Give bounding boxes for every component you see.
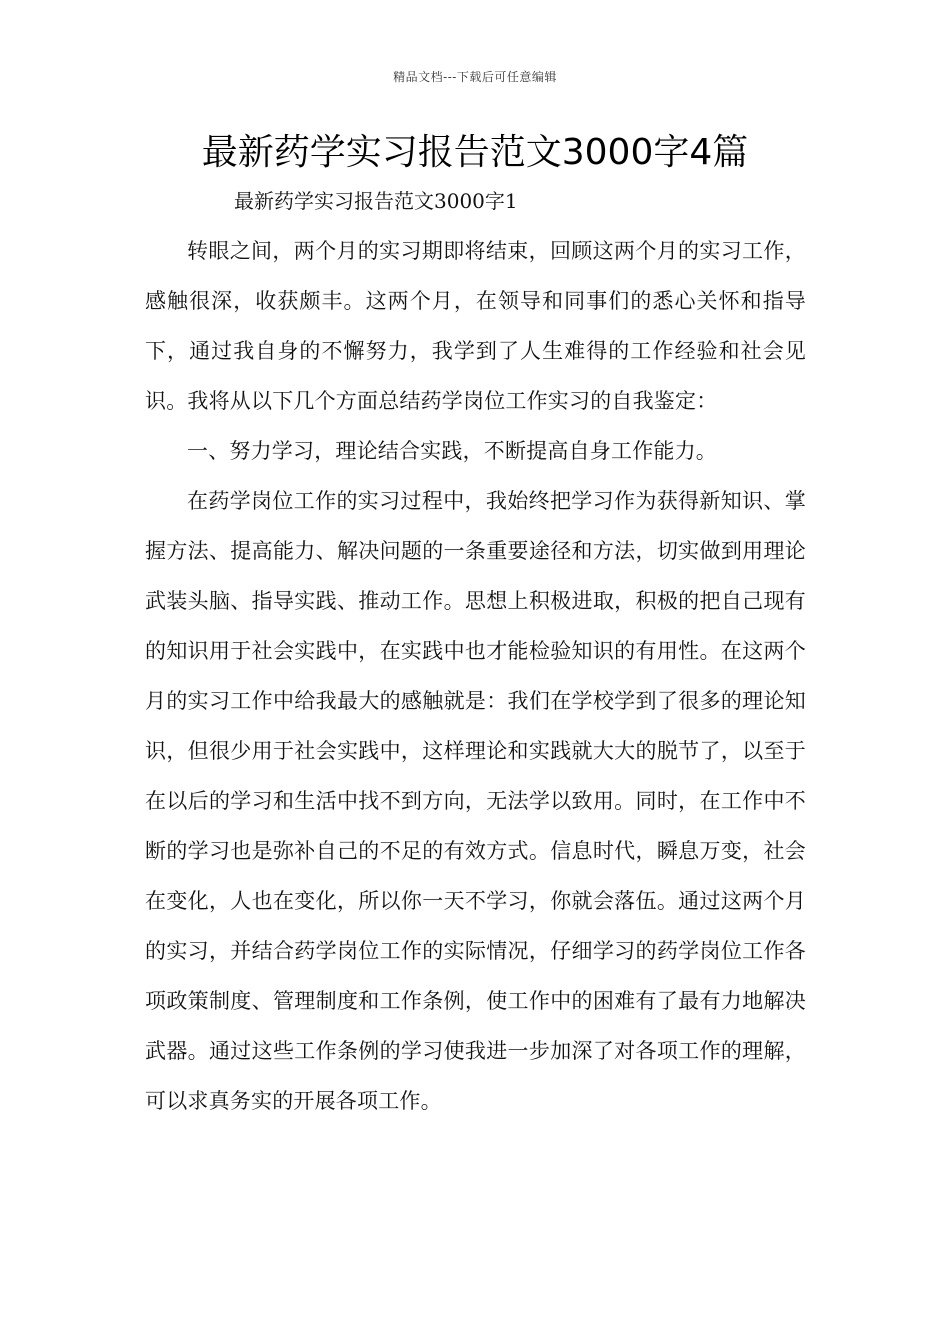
- section-subtitle: 最新药学实习报告范文3000字1: [234, 189, 518, 213]
- paragraph-study: 在药学岗位工作的实习过程中，我始终把学习作为获得新知识、掌握方法、提高能力、解决问题的一条重要途径和方法，切实做到用理论武装头脑、指导实践、推动工作。思想上积极进取，积极的把自己现有的知识用于社会实践中，在实践中也才能检验知识的有用性。在这两个月的实习工作中给我最大的感触就是：我们在学校学到了很多的理论知识，但很少用于社会实践中，这样理论和实践就大大的脱节了，以至于在以后的学习和生活中找不到方向，无法学以致用。同时，在工作中不断的学习也是弥补自己的不足的有效方式。信息时代，瞬息万变，社会在变化，人也在变化，所以你一天不学习，你就会落伍。通过这两个月的实习，并结合药学岗位工作的实际情况，仔细学习的药学岗位工作各项政策制度、管理制度和工作条例，使工作中的困难有了最有力地解决武器。通过这些工作条例的学习使我进一步加深了对各项工作的理解，可以求真务实的开展各项工作。: [145, 489, 806, 1113]
- paragraph-intro: 转眼之间，两个月的实习期即将结束，回顾这两个月的实习工作，感触很深，收获颇丰。这两个月，在领导和同事们的悉心关怀和指导下，通过我自身的不懈努力，我学到了人生难得的工作经验和社会见识。我将从以下几个方面总结药学岗位工作实习的自我鉴定：: [145, 239, 806, 413]
- paragraph-heading-one: 一、努力学习，理论结合实践，不断提高自身工作能力。: [187, 439, 717, 463]
- document-title: 最新药学实习报告范文3000字4篇: [201, 132, 749, 173]
- header-note: 精品文档---下载后可任意编辑: [393, 70, 557, 84]
- document-body: [145, 226, 806, 1126]
